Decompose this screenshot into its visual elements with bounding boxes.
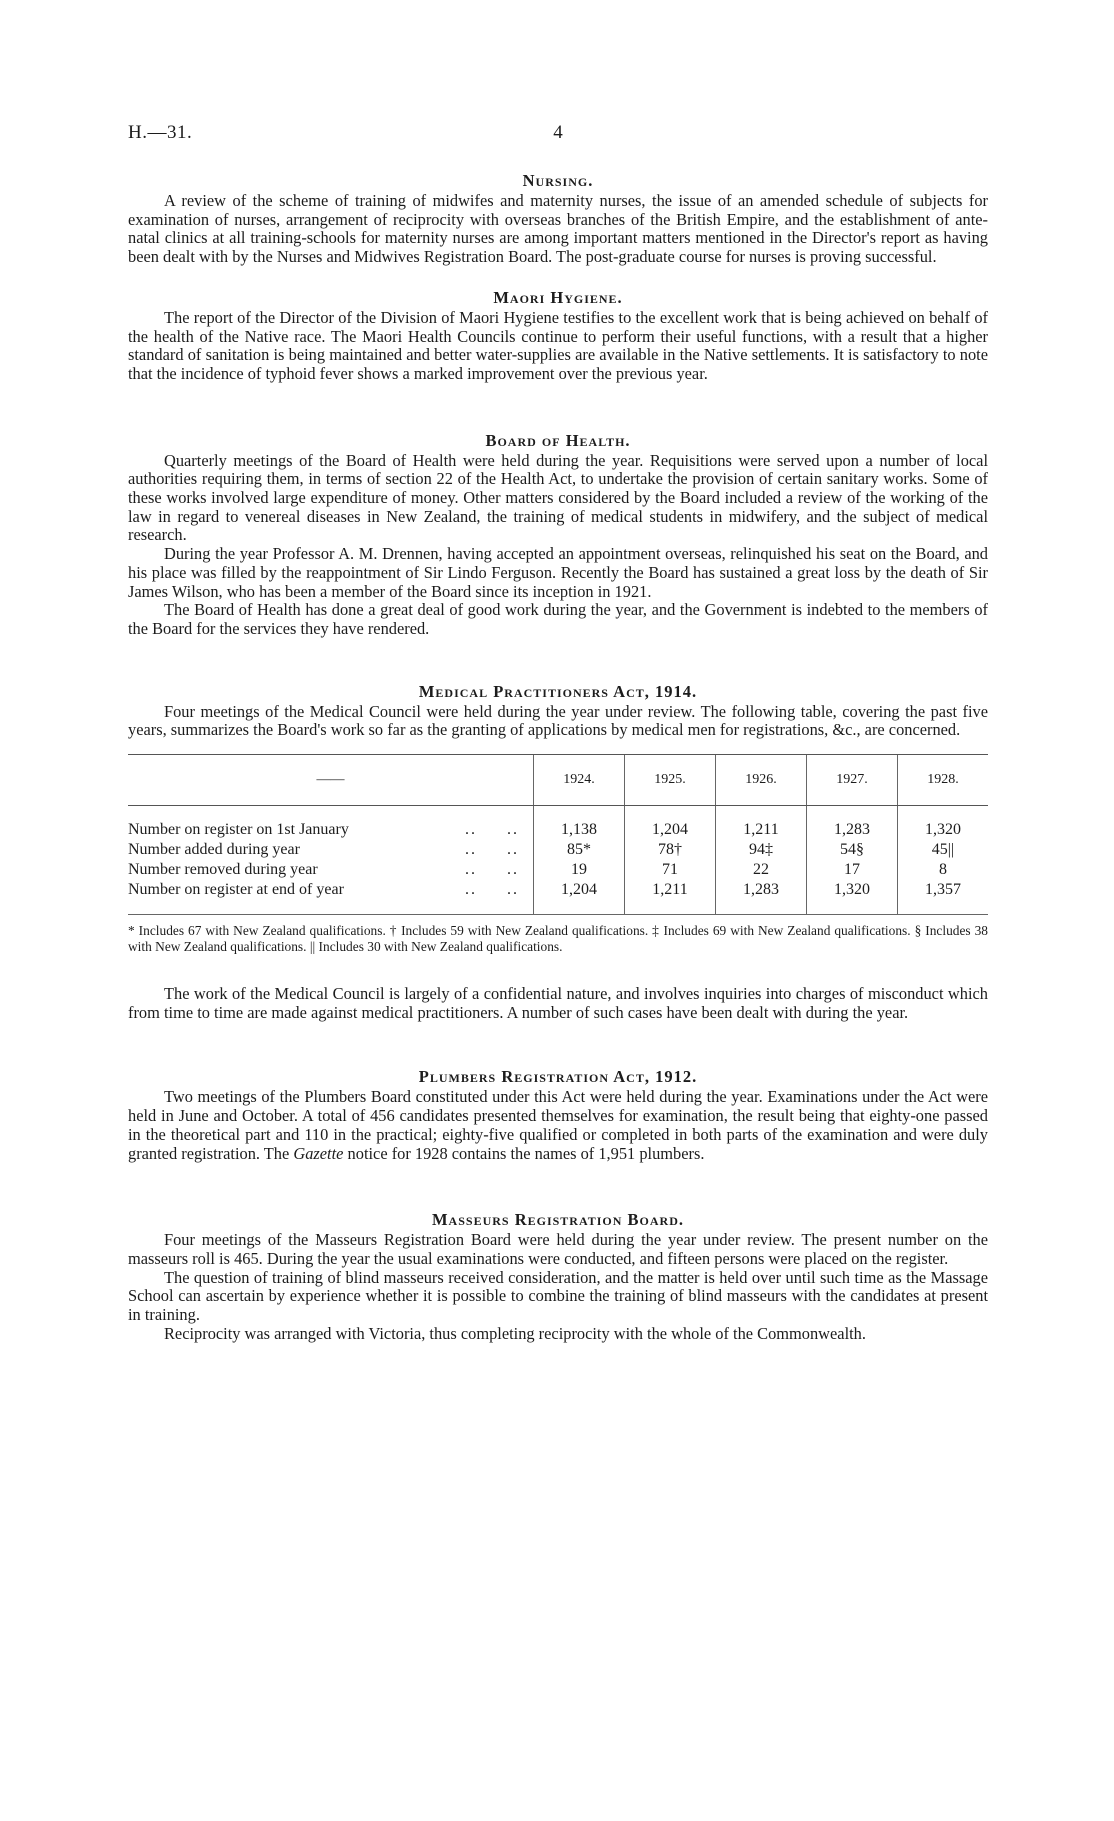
page-number: 4 [553,122,563,143]
table-cell: 1,283 [807,806,898,841]
table-corner: —— [128,755,534,806]
table-cell: 45|| [898,840,989,860]
paragraph: Quarterly meetings of the Board of Health were held during the year. Requisitions were served upon a number of local authorities requiring them, in terms of section 22 of the Health Act, to undertake the provision of certain sanitary works. Some of these works involved large expenditure of money. Other matters considered by the Board included a review of the working of the law in regard to venereal diseases in New Zealand, the training of medical students in midwifery, and the subject of medical research. [128,450,988,545]
section-heading: Maori Hygiene. [493,287,623,307]
gazette-title: Gazette [293,1143,344,1163]
year-header: 1927. [807,755,898,806]
section-heading: Board of Health. [485,430,631,450]
table-cell: 71 [625,860,716,880]
section-heading: Plumbers Registration Act, 1912. [418,1067,698,1087]
table-cell: 17 [807,860,898,880]
table-cell: 85* [534,840,625,860]
paragraph: Two meetings of the Plumbers Board constituted under this Act were held during the year. Examinations under the Act were held in June and October. A total of 456 candidates presented themselves for examination, the result being that eighty-one passed in the theoretical part and 110 in the practical; eighty-five qualified or completed in both parts of the examination and were duly granted registration. The Gazette notice for 1928 contains the names of 1,951 plumbers. [128,1087,988,1163]
section-medical-practitioners-act [128,681,988,1023]
row-label: Number added during year .. .. [128,841,519,859]
year-header: 1926. [716,755,807,806]
table-row [128,880,988,915]
paragraph: The report of the Director of the Division of Maori Hygiene testifies to the excellent work that is being achieved on behalf of the health of the Native race. The Maori Health Councils continue to perform their useful functions, with a result that a higher standard of sanitation is being maintained and better water-supplies are available in the Native settlements. It is satisfactory to note that the incidence of typhoid fever shows a marked improvement over the previous year. [128,307,988,383]
row-label: Number removed during year .. .. [128,861,519,879]
paragraph: The question of training of blind masseurs received consideration, and the matter is held over until such time as the Massage School can ascertain by experience whether it is possible to combine the training of blind masseurs with the candidates at present in training. [128,1267,988,1325]
running-head [128,122,988,148]
table-row [128,860,988,880]
table-cell: 1,204 [534,880,625,915]
table-cell: 22 [716,860,807,880]
paragraph: A review of the scheme of training of midwifes and maternity nurses, the issue of an amended schedule of subjects for examination of nurses, arrangement of reciprocity with overseas branches of the British Empire, and the establishment of ante-natal clinics at all training-schools for maternity nurses are among important matters mentioned in the Director's report as having been dealt with by the Nurses and Midwives Registration Board. The post-graduate course for nurses is proving successful. [128,191,988,267]
paragraph: The work of the Medical Council is largely of a confidential nature, and involves inquiries into charges of misconduct which from time to time are made against medical practitioners. A number of such cases have been dealt with during the year. [128,984,988,1022]
section-maori-hygiene [128,287,988,384]
row-label: Number on register on 1st January .. .. [128,821,519,839]
table-cell: 19 [534,860,625,880]
table-cell: 54§ [807,840,898,860]
table-row [128,840,988,860]
document-reference: H.—31. [128,122,193,143]
table-cell: 1,283 [716,880,807,915]
table-cell: 1,357 [898,880,989,915]
table-footnotes: * Includes 67 with New Zealand qualifications. † Includes 59 with New Zealand qualifications. ‡ Includes 69 with New Zealand qualifications. § Includes 38 with New Zealand qualifications. || Includes 30 with New Zealand qualifications. [128,923,988,955]
table-cell: 1,138 [534,806,625,841]
year-header: 1925. [625,755,716,806]
table-cell: 1,320 [807,880,898,915]
paragraph: Reciprocity was arranged with Victoria, thus completing reciprocity with the whole of the Commonwealth. [164,1323,866,1343]
section-board-of-health [128,430,988,639]
paragraph: The Board of Health has done a great deal of good work during the year, and the Government is indebted to the members of the Board for the services they have rendered. [128,600,988,638]
table-cell: 1,211 [716,806,807,841]
paragraph: Four meetings of the Medical Council were held during the year under review. The following table, covering the past five years, summarizes the Board's work so far as the granting of applications by medical men for registrations, &c., are concerned. [128,701,988,740]
year-header: 1924. [534,755,625,806]
paragraph: During the year Professor A. M. Drennen, having accepted an appointment overseas, relinquished his seat on the Board, and his place was filled by the reappointment of Sir Lindo Ferguson. Recently the Board has sustained a great loss by the death of Sir James Wilson, who has been a member of the Board since its inception in 1921. [128,544,988,601]
table-cell: 8 [898,860,989,880]
table-header-row [128,755,988,806]
section-plumbers-registration-act [128,1066,988,1163]
table-cell: 1,211 [625,880,716,915]
table-cell: 94‡ [716,840,807,860]
section-heading: Medical Practitioners Act, 1914. [418,681,698,701]
section-heading: Masseurs Registration Board. [431,1210,685,1230]
section-masseurs-registration-board [128,1209,988,1343]
document-body [128,170,988,1344]
table-cell: 1,204 [625,806,716,841]
registrations-table [128,754,988,915]
section-heading: Nursing. [522,171,594,190]
year-header: 1928. [898,755,989,806]
table-cell: 78† [625,840,716,860]
section-nursing [128,170,988,267]
row-label: Number on register at end of year .. .. [128,880,534,915]
paragraph: Four meetings of the Masseurs Registration Board were held during the year under review. The present number on the masseurs roll is 465. During the year the usual examinations were conducted, and fifteen persons were placed on the register. [128,1230,988,1268]
table-cell: 1,320 [898,806,989,841]
table-row [128,806,988,841]
